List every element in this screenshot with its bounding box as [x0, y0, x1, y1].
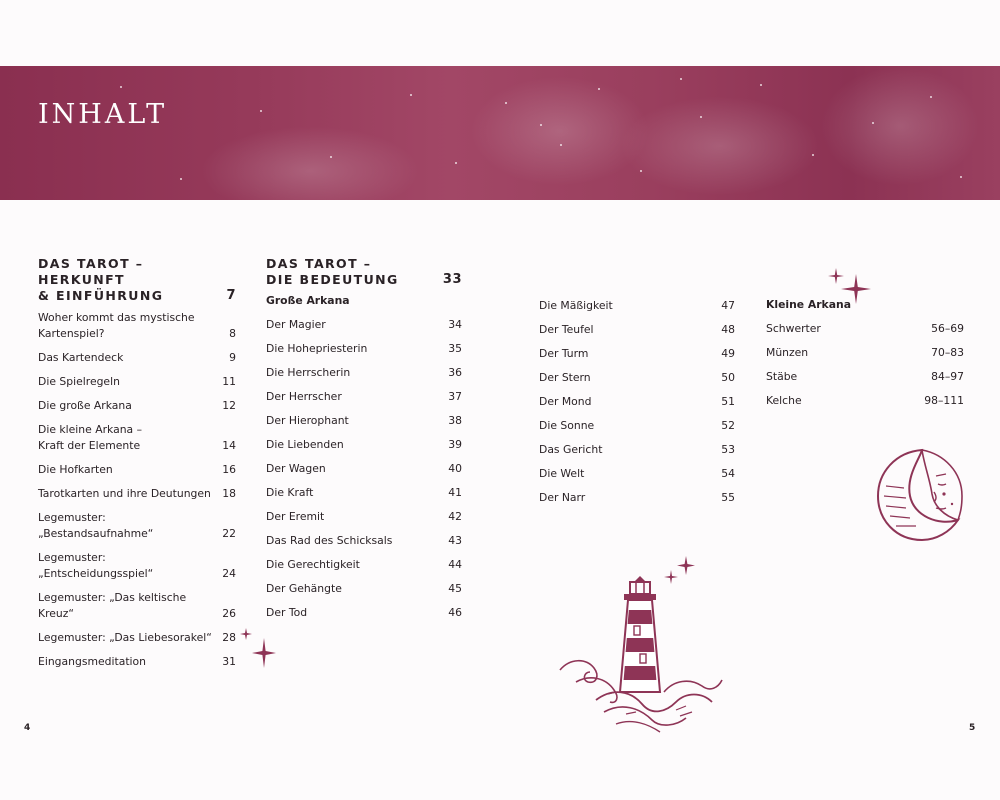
toc-entry-label: Legemuster: „Das Liebesorakel“ [38, 631, 212, 644]
subsection-title-kleine-arkana: Kleine Arkana [766, 298, 851, 311]
toc-entry-page: 41 [448, 486, 462, 499]
toc-entry [766, 345, 964, 361]
toc-entry-page: 42 [448, 510, 462, 523]
toc-entry-label: Der Stern [539, 371, 591, 384]
toc-entry [38, 310, 236, 342]
toc-entry [266, 485, 462, 501]
toc-entry [38, 462, 236, 478]
toc-entry [766, 321, 964, 337]
toc-entry [38, 350, 236, 366]
toc-entry-label: Die Hohepriesterin [266, 342, 368, 355]
toc-entry [38, 398, 236, 414]
toc-column-kleine-arkana [766, 298, 964, 417]
toc-entry-label: Der Wagen [266, 462, 326, 475]
toc-entry-label: Der Eremit [266, 510, 325, 523]
toc-entry [539, 394, 735, 410]
toc-entry [766, 393, 964, 409]
toc-entry [38, 550, 236, 582]
toc-entry-page: 49 [721, 347, 735, 360]
toc-entry-page: 48 [721, 323, 735, 336]
toc-entry-label: Das Gericht [539, 443, 603, 456]
toc-entry-label: Tarotkarten und ihre Deutungen [38, 487, 211, 500]
toc-entry-label: Die große Arkana [38, 399, 132, 412]
toc-entry-page: 38 [448, 414, 462, 427]
toc-entry [266, 461, 462, 477]
toc-entry-label: Woher kommt das mystische Kartenspiel? [38, 311, 195, 340]
toc-entry-label: Der Magier [266, 318, 326, 331]
toc-entry-page: 70–83 [931, 346, 964, 359]
toc-entry-page: 54 [721, 467, 735, 480]
toc-entry [766, 369, 964, 385]
lighthouse-icon [556, 552, 726, 734]
toc-entry-label: Die Gerechtigkeit [266, 558, 360, 571]
toc-entry-page: 46 [448, 606, 462, 619]
toc-entry [38, 486, 236, 502]
toc-entry [539, 346, 735, 362]
toc-entry [539, 490, 735, 506]
toc-entry-page: 47 [721, 299, 735, 312]
toc-entry [266, 317, 462, 333]
toc-entry-page: 44 [448, 558, 462, 571]
section-page: 7 [226, 288, 236, 303]
toc-entry-label: Der Mond [539, 395, 592, 408]
toc-entry-label: Kelche [766, 394, 802, 407]
toc-entry [266, 533, 462, 549]
toc-entry-page: 36 [448, 366, 462, 379]
sparkle-star-icon [826, 266, 874, 308]
crescent-moon-icon [874, 446, 966, 544]
toc-entry-label: Die Welt [539, 467, 585, 480]
section-heading-bedeutung [266, 256, 462, 288]
toc-entry-label: Die Mäßigkeit [539, 299, 613, 312]
toc-entry-page: 39 [448, 438, 462, 451]
toc-entry-label: Stäbe [766, 370, 798, 383]
toc-entry-page: 12 [222, 399, 236, 412]
toc-entry-label: Die Kraft [266, 486, 314, 499]
toc-entry-page: 53 [721, 443, 735, 456]
toc-entry [539, 466, 735, 482]
toc-entry-label: Das Rad des Schicksals [266, 534, 393, 547]
toc-entry-page: 55 [721, 491, 735, 504]
toc-entry-label: Der Hierophant [266, 414, 349, 427]
toc-entry-page: 22 [222, 527, 236, 540]
toc-entry-page: 37 [448, 390, 462, 403]
toc-entry [266, 557, 462, 573]
toc-entry-label: Die Liebenden [266, 438, 344, 451]
toc-entry [266, 605, 462, 621]
toc-entry-label: Das Kartendeck [38, 351, 124, 364]
toc-column-bedeutung-b [539, 298, 735, 514]
toc-entry-label: Eingangsmeditation [38, 655, 147, 668]
page-number-right: 5 [969, 723, 976, 733]
toc-entry-label: Die Spielregeln [38, 375, 120, 388]
toc-entry-label: Der Narr [539, 491, 586, 504]
toc-entry [266, 365, 462, 381]
toc-entry [266, 389, 462, 405]
toc-entry-label: Die Herrscherin [266, 366, 351, 379]
toc-entry-label: Schwerter [766, 322, 821, 335]
toc-entry-page: 43 [448, 534, 462, 547]
toc-entry-page: 40 [448, 462, 462, 475]
toc-entry-page: 9 [229, 351, 236, 364]
toc-entry-page: 45 [448, 582, 462, 595]
toc-entry-page: 24 [222, 567, 236, 580]
toc-entry-page: 28 [222, 631, 236, 644]
toc-entry [38, 374, 236, 390]
toc-entry [266, 437, 462, 453]
toc-entry-page: 31 [222, 655, 236, 668]
toc-entry-label: Der Teufel [539, 323, 594, 336]
toc-column-herkunft [38, 256, 236, 678]
toc-entry [38, 630, 236, 646]
toc-entry [539, 370, 735, 386]
toc-entry-page: 34 [448, 318, 462, 331]
toc-entry-label: Münzen [766, 346, 809, 359]
subsection-title-grosse-arkana: Große Arkana [266, 294, 350, 307]
toc-entry [539, 322, 735, 338]
toc-entry-label: Die Sonne [539, 419, 595, 432]
toc-column-bedeutung-a [266, 256, 462, 629]
toc-entry [38, 510, 236, 542]
toc-entry-page: 26 [222, 607, 236, 620]
toc-entry-page: 11 [222, 375, 236, 388]
toc-entry [38, 590, 236, 622]
section-page: 33 [442, 272, 462, 287]
toc-entry [539, 442, 735, 458]
toc-entry [539, 298, 735, 314]
page-number-left: 4 [24, 723, 31, 733]
sparkle-star-icon [238, 626, 278, 670]
toc-entry-page: 84–97 [931, 370, 964, 383]
toc-entry-label: Legemuster: „Bestandsaufnahme“ [38, 511, 154, 540]
toc-entry-page: 8 [229, 327, 236, 340]
toc-entry [266, 413, 462, 429]
toc-entry-label: Der Gehängte [266, 582, 342, 595]
toc-entry [266, 341, 462, 357]
toc-entry-page: 14 [222, 439, 236, 452]
toc-entry-label: Der Tod [266, 606, 308, 619]
toc-entry-label: Der Turm [539, 347, 589, 360]
toc-entry-page: 98–111 [924, 394, 964, 407]
toc-entry-page: 18 [222, 487, 236, 500]
toc-entry-page: 35 [448, 342, 462, 355]
page-title: INHALT [38, 99, 168, 130]
toc-entry [539, 418, 735, 434]
toc-entry [38, 422, 236, 454]
section-title: DAS TAROT – DIE BEDEUTUNG [266, 256, 399, 287]
toc-entry-page: 50 [721, 371, 735, 384]
toc-entry-page: 51 [721, 395, 735, 408]
toc-entry-label: Legemuster: „Entscheidungsspiel“ [38, 551, 154, 580]
toc-entry-label: Der Herrscher [266, 390, 342, 403]
toc-entry [266, 509, 462, 525]
toc-entry-label: Legemuster: „Das keltische Kreuz“ [38, 591, 187, 620]
header-banner [0, 66, 1000, 200]
toc-entry [266, 581, 462, 597]
toc-entry-page: 16 [222, 463, 236, 476]
toc-entry [38, 654, 236, 670]
toc-entry-page: 56–69 [931, 322, 964, 335]
section-heading-herkunft [38, 256, 236, 304]
section-title: DAS TAROT – HERKUNFT & EINFÜHRUNG [38, 256, 164, 303]
toc-entry-label: Die Hofkarten [38, 463, 113, 476]
toc-entry-page: 52 [721, 419, 735, 432]
toc-entry-label: Die kleine Arkana – Kraft der Elemente [38, 423, 142, 452]
